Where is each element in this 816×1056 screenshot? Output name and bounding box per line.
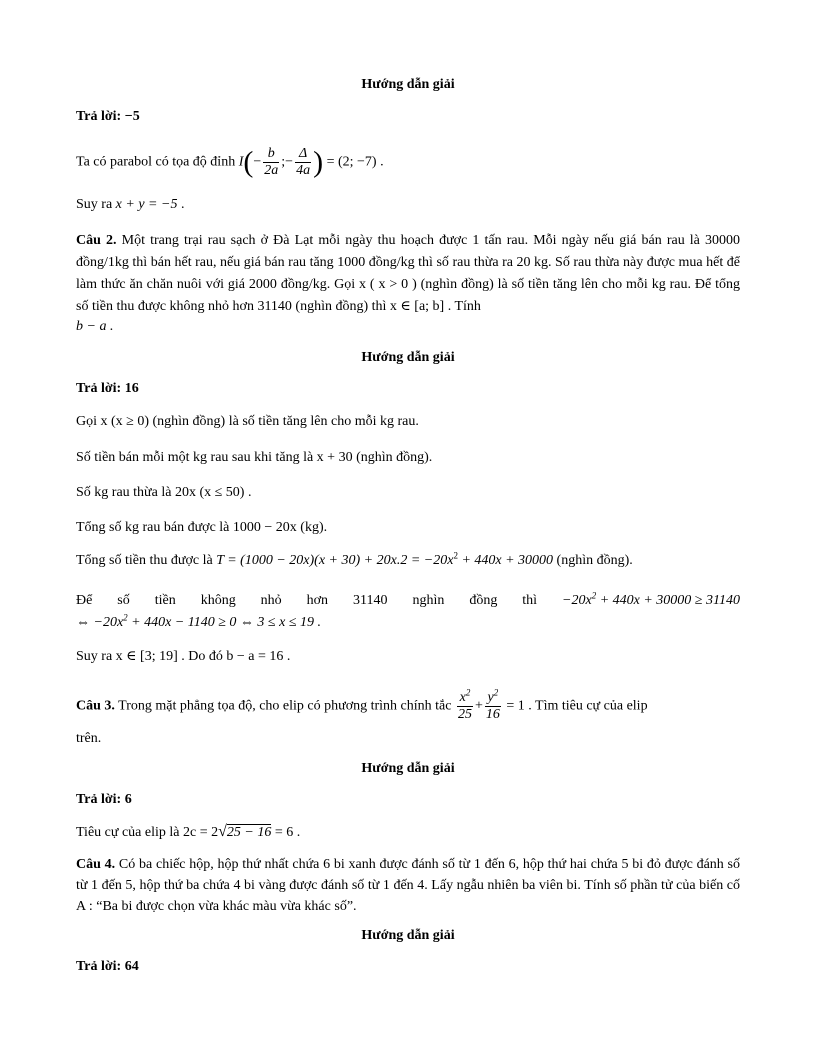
- s2-line-4: Tổng số kg rau bán được là 1000 − 20x (kg).: [76, 520, 328, 535]
- s2-line-7: ⇔ $-20x^2 + 440x - 1140 \ge 0$ ⇔ 3 ≤ x ≤ 19 .: [76, 612, 322, 630]
- question-2-last: b − a .: [76, 319, 114, 334]
- answer-1: Trả lời: −5: [76, 109, 140, 124]
- question-3-cont: trên.: [76, 731, 102, 746]
- question-2: Câu 2. Một trang trại rau sạch ở Đà Lạt mỗi ngày thu hoạch được 1 tấn rau. Mỗi ngày nếu giá bán rau là 30000 đồng/1kg thì bán hết rau, nếu giá bán rau tăng 1000 đồng/kg thì số rau thừa ra 20 kg. Số rau thừa này được mua hết để làm thức ăn chăn nuôi với giá 2000 đồng/kg. Gọi x ( x > 0 ) (nghìn đồng) là số tiền tăng lên cho mỗi kg rau. Để tổng số tiền thu được không nhỏ hơn 31140 (nghìn đồng) thì x ∈ [a; b] . Tính: [76, 233, 741, 314]
- parabol-vertex-line: Ta có parabol có tọa độ đỉnh I(− $\frac{b}{2a}$ ;− $\frac{\Delta}{4a}$ ) = (2; −7) .: [76, 145, 384, 179]
- question-4: Câu 4. Có ba chiếc hộp, hộp thứ nhất chứa 6 bi xanh được đánh số từ 1 đến 6, hộp thứ hai chứa 5 bi đỏ được đánh số từ 1 đến 5, hộp thứ ba chứa 4 bi vàng được đánh số từ 1 đến 4. Lấy ngẫu nhiên ba viên bi. Tính số phần tử của biến cố A : “Ba bi được chọn vừa khác màu vừa khác số”.: [76, 857, 740, 914]
- s2-line-8: Suy ra x ∈ [3; 19] . Do đó b − a = 16 .: [76, 649, 291, 664]
- s2-line-6: Để số tiền không nhỏ hơn 31140 nghìn đồng thì $-20x^2 + 440x + 30000 \ge 31140$: [76, 590, 740, 608]
- question-3: Câu 3. Trong mặt phẳng tọa độ, cho elip có phương trình chính tắc $\frac{x^2}{25}$ + $\frac{y^2}{16}$ = 1 . Tìm tiêu cự của elip: [76, 687, 648, 722]
- s2-line-5: Tổng số tiền thu được là $T = (1000 - 20x)(x + 30) + 20x.2 = -20x^2 + 440x + 30000$ (nghìn đồng).: [76, 550, 633, 568]
- answer-4: Trả lời: 64: [76, 959, 139, 974]
- solution-heading-3: Hướng dẫn giải: [361, 761, 455, 776]
- s2-line-1: Gọi x (x ≥ 0) (nghìn đồng) là số tiền tăng lên cho mỗi kg rau.: [76, 414, 419, 429]
- solution-heading-2: Hướng dẫn giải: [361, 350, 455, 365]
- sum-line: Suy ra x + y = −5 .: [76, 197, 185, 212]
- solution-heading-1: Hướng dẫn giải: [361, 77, 455, 92]
- s2-line-2: Số tiền bán mỗi một kg rau sau khi tăng là x + 30 (nghìn đồng).: [76, 450, 433, 465]
- answer-2: Trả lời: 16: [76, 381, 139, 396]
- s2-line-3: Số kg rau thừa là 20x (x ≤ 50) .: [76, 485, 252, 500]
- s3-line-1: Tiêu cự của elip là 2c = 2√25 − 16 = 6 .: [76, 823, 301, 840]
- answer-3: Trả lời: 6: [76, 792, 132, 807]
- solution-heading-4: Hướng dẫn giải: [361, 928, 455, 943]
